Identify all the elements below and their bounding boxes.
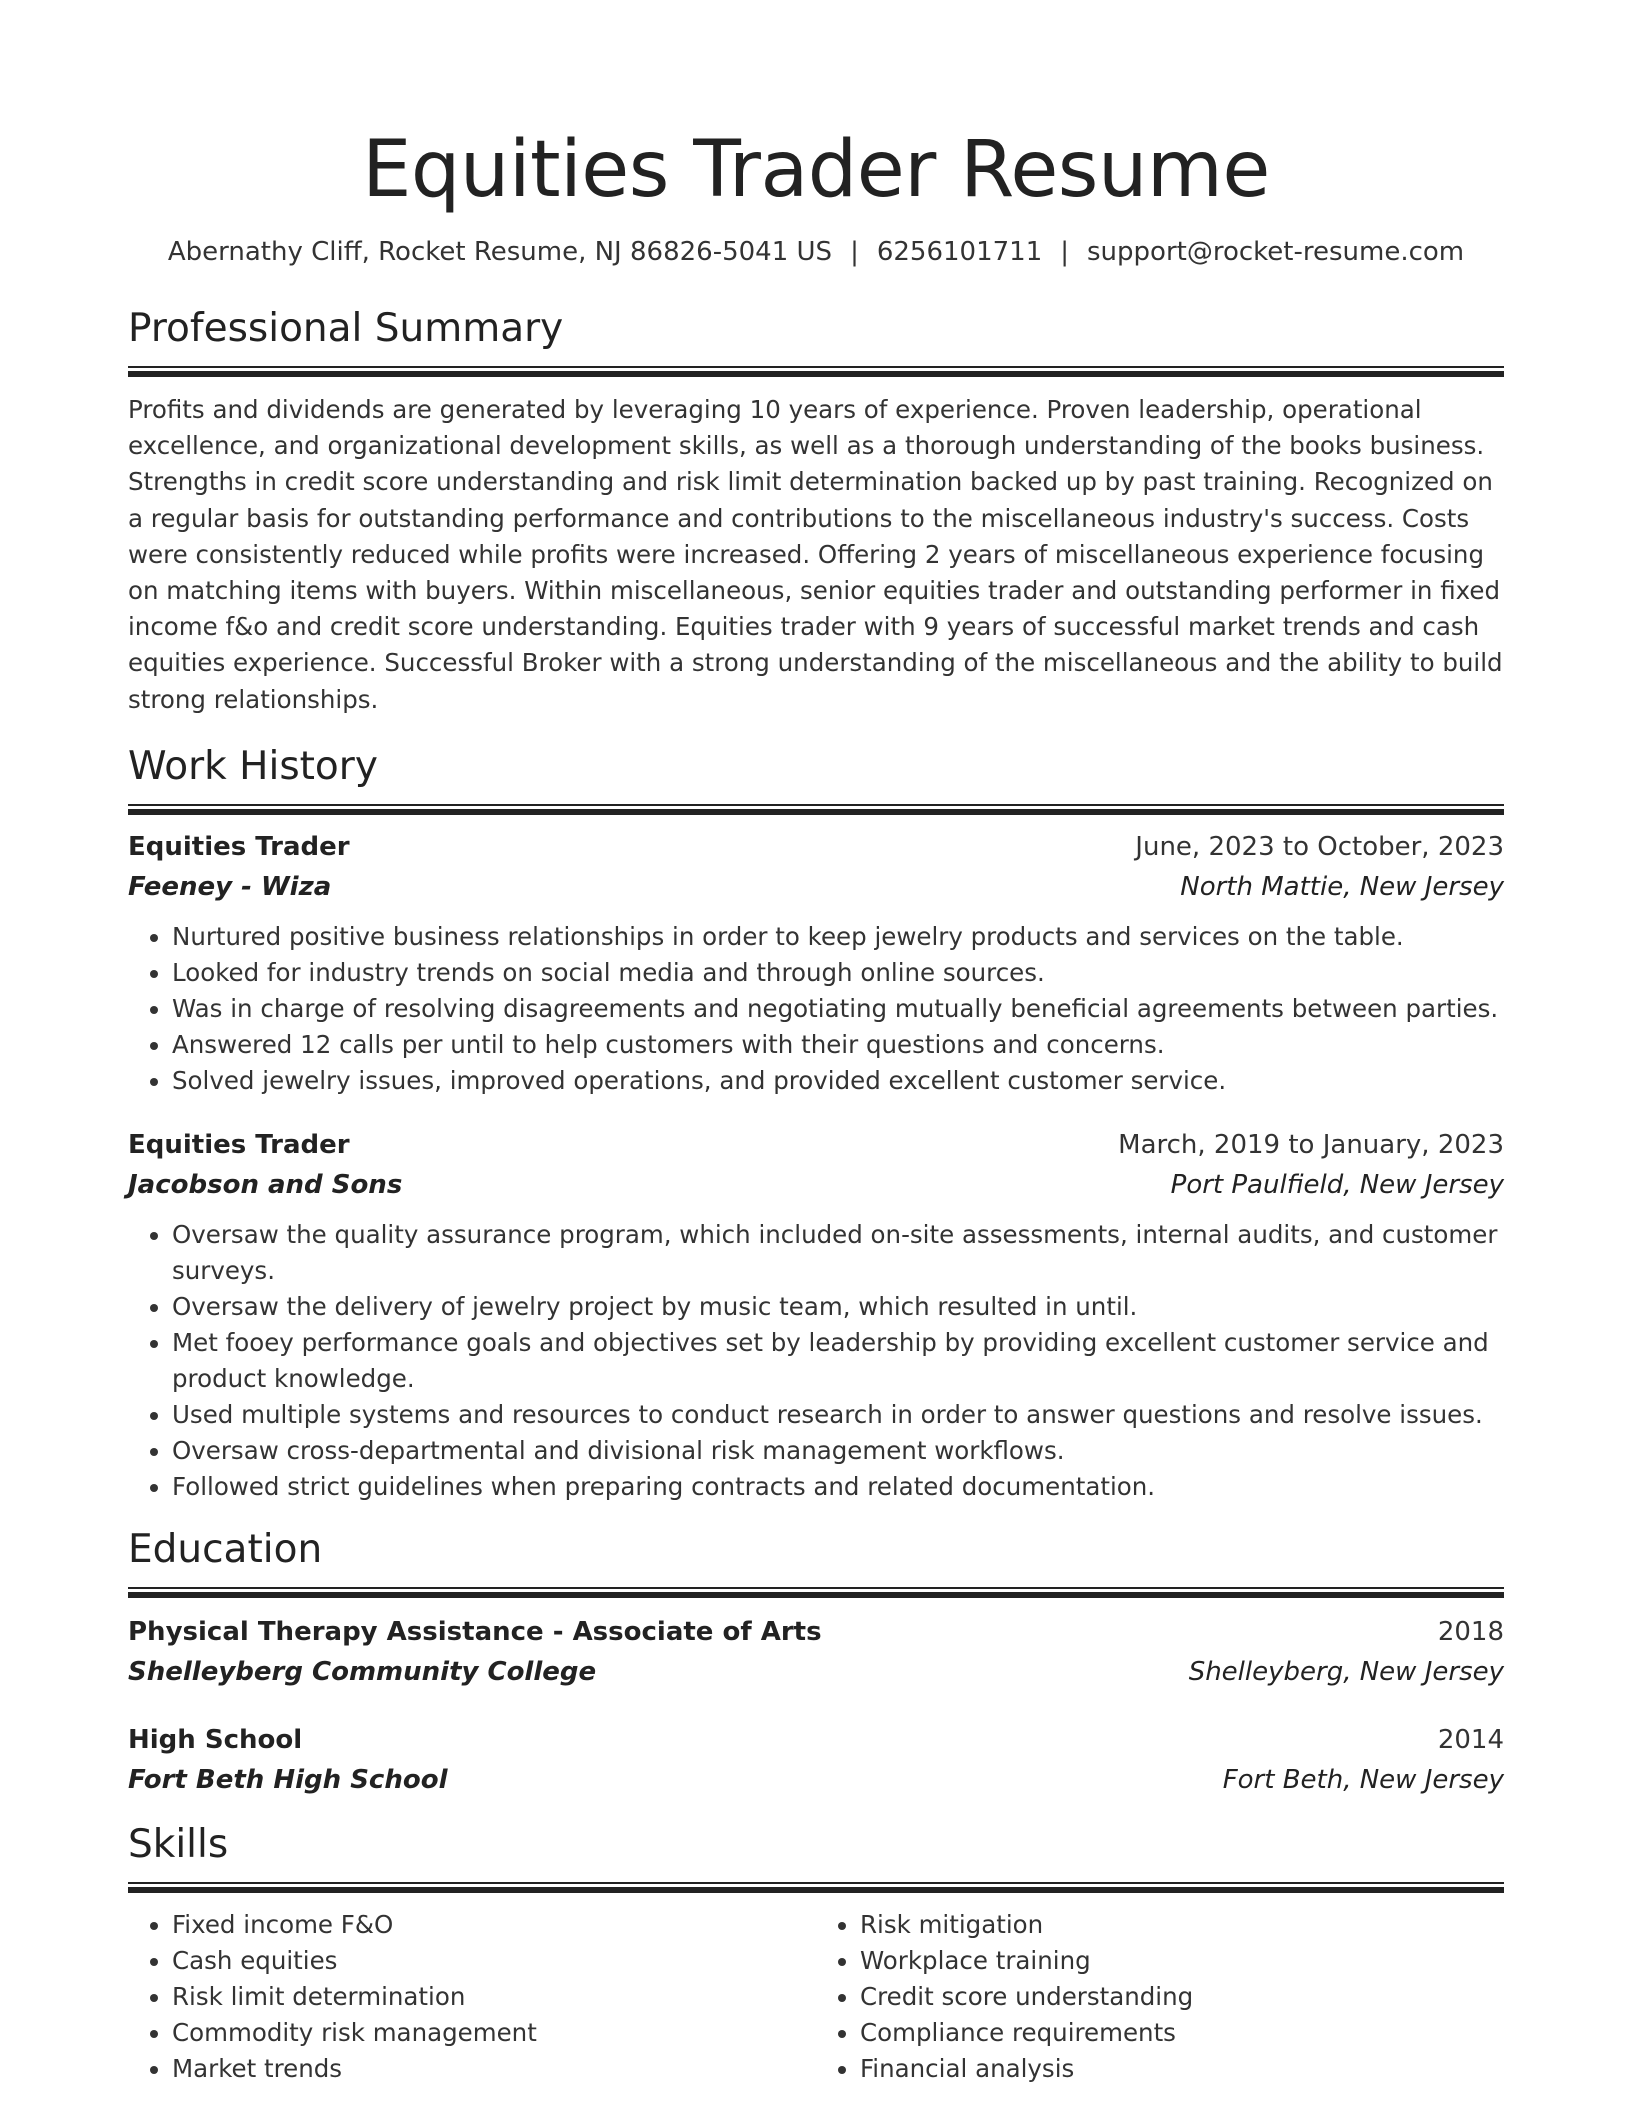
section-divider (128, 366, 1504, 377)
skills-section (128, 1820, 1504, 2087)
job-header-row (128, 827, 1504, 867)
skill-item: • Compliance requirements (860, 2015, 1504, 2051)
skills-column-right (816, 1907, 1504, 2087)
job-header-row (128, 1125, 1504, 1165)
job-entry (128, 1125, 1504, 1505)
summary-section (128, 304, 1504, 718)
skill-item: • Fixed income F&O (172, 1907, 816, 1943)
job-bullet-list (128, 919, 1504, 1099)
section-divider (128, 1882, 1504, 1893)
job-bullet: • Nurtured positive business relationships in order to keep jewelry products and services on the table. (172, 919, 1504, 955)
job-bullet: • Looked for industry trends on social media and through online sources. (172, 955, 1504, 991)
job-entry (128, 827, 1504, 1099)
skills-grid (128, 1907, 1504, 2087)
education-year: 2018 (1437, 1617, 1504, 1648)
work-history-section (128, 742, 1504, 1505)
contact-email: support@rocket-resume.com (1087, 237, 1465, 267)
skill-item: • Credit score understanding (860, 1979, 1504, 2015)
section-heading-work: Work History (128, 744, 378, 790)
section-heading-skills: Skills (128, 1822, 229, 1868)
section-divider (128, 804, 1504, 815)
education-location: Fort Beth, New Jersey (1222, 1765, 1504, 1796)
job-bullet: • Was in charge of resolving disagreements and negotiating mutually beneficial agreements between parties. (172, 991, 1504, 1027)
job-bullet: • Oversaw the quality assurance program, which included on-site assessments, internal audits, and customer surveys. (172, 1217, 1504, 1289)
job-company-row (128, 867, 1504, 907)
job-bullet: • Oversaw the delivery of jewelry project by music team, which resulted in until. (172, 1289, 1504, 1325)
skill-item: • Commodity risk management (172, 2015, 816, 2051)
section-divider (128, 1587, 1504, 1598)
skill-item: • Financial analysis (860, 2051, 1504, 2087)
job-title: Equities Trader (128, 1130, 350, 1161)
section-heading-summary: Professional Summary (128, 306, 564, 351)
job-bullet: • Followed strict guidelines when preparing contracts and related documentation. (172, 1469, 1504, 1505)
job-bullet: • Answered 12 calls per until to help customers with their questions and concerns. (172, 1027, 1504, 1063)
education-location: Shelleyberg, New Jersey (1188, 1657, 1504, 1688)
skill-item: • Workplace training (860, 1943, 1504, 1979)
education-school-row (128, 1760, 1504, 1800)
job-bullet: • Oversaw cross-departmental and divisional risk management workflows. (172, 1433, 1504, 1469)
resume-title: Equities Trader Resume (362, 125, 1270, 215)
job-location: North Mattie, New Jersey (1180, 872, 1504, 903)
education-header-row (128, 1612, 1504, 1652)
contact-separator: | (850, 237, 859, 267)
skill-item: • Risk limit determination (172, 1979, 816, 2015)
job-dates: June, 2023 to October, 2023 (1135, 832, 1504, 863)
job-company-row (128, 1165, 1504, 1205)
skill-item: • Market trends (172, 2051, 816, 2087)
education-degree: Physical Therapy Assistance - Associate of Arts (128, 1617, 822, 1648)
education-entry (128, 1612, 1504, 1692)
summary-text: Profits and dividends are generated by leveraging 10 years of experience. Proven leadership, operational excellence, and organizational development skills, as well as a thorough understanding of the books business. Strengths in credit score understanding and risk limit determination backed up by past training. Recognized on a regular basis for outstanding performance and contributions to the miscellaneous industry's success. Costs were consistently reduced while profits were increased. Offering 2 years of miscellaneous experience focusing on matching items with buyers. Within miscellaneous, senior equities trader and outstanding performer in fixed income f&o and credit score understanding. Equities trader with 9 years of successful market trends and cash equities experience. Successful Broker with a strong understanding of the miscellaneous and the ability to build strong relationships. (128, 395, 1503, 714)
contact-address: Abernathy Cliff, Rocket Resume, NJ 86826-5041 US (167, 237, 833, 267)
contact-separator: | (1060, 237, 1070, 267)
job-title: Equities Trader (128, 832, 350, 863)
education-year: 2014 (1437, 1725, 1504, 1756)
education-section (128, 1525, 1504, 1800)
skills-column-left (128, 1907, 816, 2087)
education-school: Shelleyberg Community College (128, 1657, 597, 1688)
skill-item: • Cash equities (172, 1943, 816, 1979)
section-heading-education: Education (128, 1527, 323, 1573)
job-bullet: • Met fooey performance goals and objectives set by leadership by providing excellent customer service and product knowledge. (172, 1325, 1504, 1397)
skill-item: • Risk mitigation (860, 1907, 1504, 1943)
contact-line (128, 234, 1504, 270)
job-company: Jacobson and Sons (128, 1170, 403, 1201)
education-header-row (128, 1720, 1504, 1760)
job-bullet: • Used multiple systems and resources to conduct research in order to answer questions and resolve issues. (172, 1397, 1504, 1433)
job-bullet: • Solved jewelry issues, improved operations, and provided excellent customer service. (172, 1063, 1504, 1099)
job-dates: March, 2019 to January, 2023 (1118, 1130, 1504, 1161)
education-degree: High School (128, 1725, 303, 1756)
skills-list (128, 1907, 816, 2087)
education-school-row (128, 1652, 1504, 1692)
skills-list (816, 1907, 1504, 2087)
education-entry (128, 1720, 1504, 1800)
contact-phone: 6256101711 (876, 237, 1043, 267)
job-bullet-list (128, 1217, 1504, 1505)
education-school: Fort Beth High School (128, 1765, 448, 1796)
job-company: Feeney - Wiza (128, 872, 332, 903)
job-location: Port Paulfield, New Jersey (1170, 1170, 1504, 1201)
